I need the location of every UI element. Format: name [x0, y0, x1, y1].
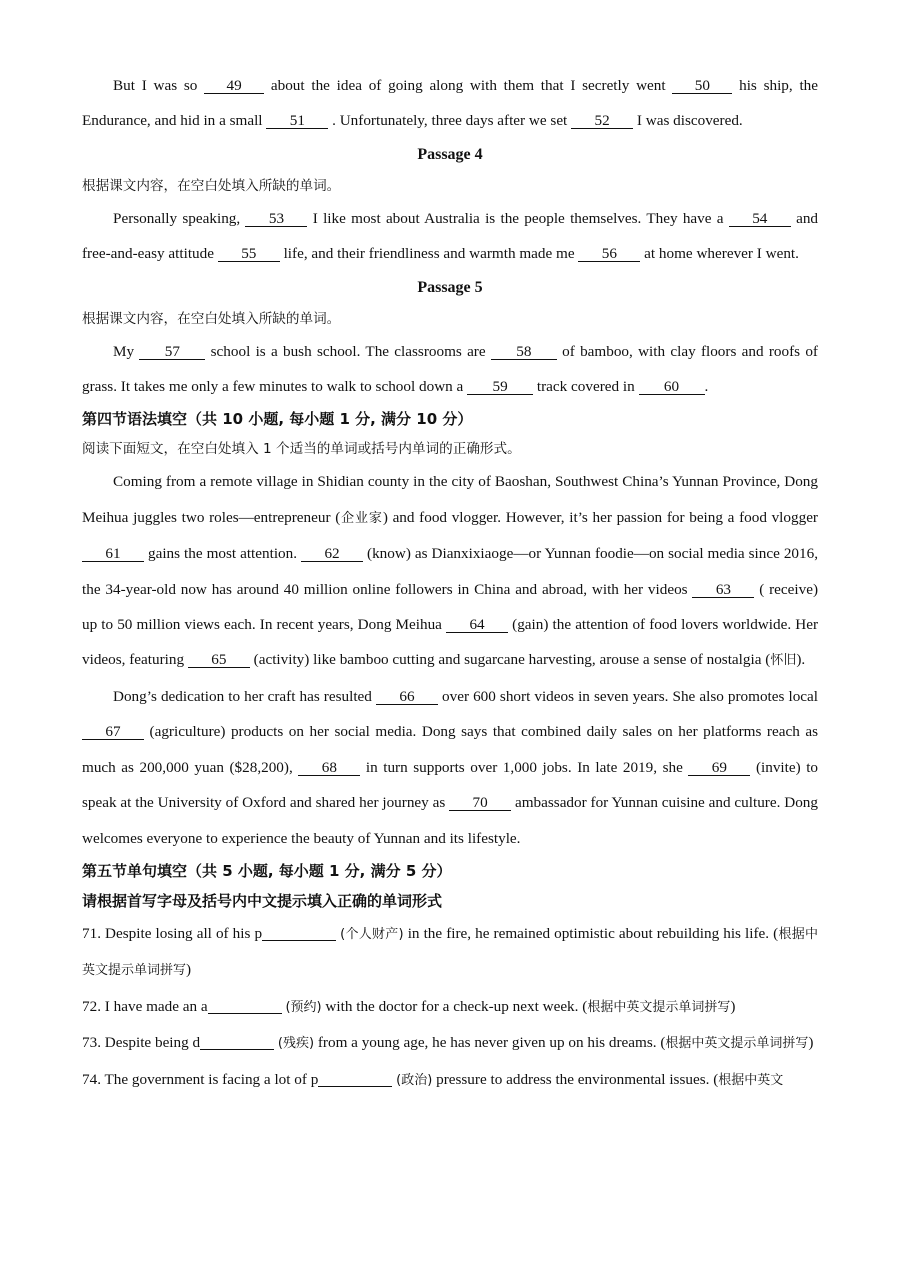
text: I like most about Australia is the people themselves. They have a [307, 209, 729, 227]
text: in turn supports over 1,000 jobs. In late 2019, she [360, 758, 689, 776]
blank-72[interactable] [208, 1000, 282, 1014]
text: Dong’s dedication to her craft has resulted [113, 687, 376, 705]
text: ) [808, 1034, 814, 1052]
text: with the doctor for a check-up next week. ( [321, 997, 588, 1015]
hint-cn: (残疾) [277, 1036, 315, 1052]
hint-cn: (个人财产) [340, 926, 404, 942]
blank-55[interactable]: 55 [218, 246, 280, 262]
text: track covered in [533, 378, 639, 396]
text: ) [186, 961, 192, 979]
text: of bamboo, with clay floors and roofs of grass. It takes me only a few minutes to walk to school down a [82, 342, 818, 396]
blank-57[interactable]: 57 [139, 344, 205, 360]
passage5-title: Passage 5 [417, 278, 483, 296]
text: and free-and-easy attitude [82, 209, 819, 263]
blank-69[interactable]: 69 [688, 760, 750, 776]
passage4-body [82, 201, 818, 272]
section4-instruction: 阅读下面短文，在空白处填入 1 个适当的单词或括号内单词的正确形式。 [82, 441, 521, 458]
text: ambassador for Yunnan cuisine and culture. Dong welcomes everyone to experience the beauty of Yunnan and its lifestyle. [82, 794, 818, 847]
blank-64[interactable]: 64 [446, 617, 508, 633]
question-72 [82, 989, 818, 1025]
text: 72. I have made an a [82, 997, 208, 1015]
blank-54[interactable]: 54 [729, 211, 791, 227]
blank-52[interactable]: 52 [571, 113, 633, 129]
text: his ship, the Endurance, and hid in a small [82, 77, 818, 130]
passage3-tail [82, 68, 818, 139]
hint-cn: 根据中英文提示单词拼写 [665, 1036, 809, 1052]
blank-58[interactable]: 58 [491, 344, 557, 360]
text: 74. The government is facing a lot of p [82, 1070, 319, 1088]
text-cn: 企业家 [340, 510, 383, 526]
text: ( receive) up to 50 million views each. In recent years, Dong Meihua [82, 580, 819, 634]
section5-title: 第五节单句填空（共 5 小题, 每小题 1 分, 满分 5 分） [82, 861, 452, 880]
text: . Unfortunately, three days after we set [328, 112, 572, 130]
hint-cn: (预约) [285, 999, 322, 1015]
blank-49[interactable]: 49 [204, 78, 264, 94]
text: school is a bush school. The classrooms are [205, 342, 491, 360]
blank-68[interactable]: 68 [298, 760, 360, 776]
text: pressure to address the environmental issues. ( [432, 1070, 719, 1088]
text: gains the most attention. [144, 545, 302, 563]
text: (activity) like bamboo cutting and sugarcane harvesting, arouse a sense of nostalgia ( [249, 651, 771, 669]
blank-74[interactable] [318, 1073, 392, 1087]
text: (know) as Dianxixiaoge—or Yunnan foodie—on social media since 2016, the 34-year-old now has around 40 million online followers in China and abroad, with her videos [82, 545, 819, 598]
section5-instruction: 请根据首写字母及括号内中文提示填入正确的单词形式 [82, 891, 443, 910]
text: at home wherever I went. [640, 245, 799, 263]
blank-67[interactable]: 67 [82, 724, 144, 740]
blank-56[interactable]: 56 [578, 246, 640, 262]
question-71 [82, 916, 818, 989]
passage4-title: Passage 4 [417, 145, 483, 163]
blank-62[interactable]: 62 [301, 546, 363, 562]
passage5-instruction: 根据课文内容，在空白处填入所缺的单词。 [82, 310, 341, 327]
section4-paragraph-1 [82, 464, 818, 678]
section4-title: 第四节语法填空（共 10 小题, 每小题 1 分, 满分 10 分） [82, 410, 473, 429]
text: ) and food vlogger. However, it’s her passion for being a food vlogger [382, 508, 818, 526]
passage4-instruction: 根据课文内容，在空白处填入所缺的单词。 [82, 177, 341, 194]
hint-cn: 根据中英文提示单词拼写 [587, 999, 731, 1015]
text: Personally speaking, [113, 209, 246, 227]
blank-63[interactable]: 63 [692, 582, 754, 598]
text: life, and their friendliness and warmth made me [279, 245, 579, 263]
text: Coming from a remote village in Shidian county in the city of Baoshan, Southwest China’s Yunnan Province, Dong Meihua juggles two roles—entrepreneur ( [82, 473, 818, 526]
hint-cn: 根据中英文提示单词拼写 [82, 926, 818, 979]
text: about the idea of going along with them that I secretly went [264, 77, 673, 94]
worksheet-page [82, 68, 818, 1098]
question-74 [82, 1062, 818, 1098]
blank-66[interactable]: 66 [376, 689, 438, 705]
text: ). [796, 651, 806, 669]
blank-73[interactable] [200, 1036, 274, 1050]
blank-71[interactable] [262, 927, 336, 941]
text: I was discovered. [633, 112, 743, 130]
text: But I was so [113, 77, 205, 94]
text: (invite) to speak at the University of Oxford and shared her journey as [82, 758, 819, 812]
text: ) [730, 997, 736, 1015]
blank-65[interactable]: 65 [188, 652, 250, 668]
section4-paragraph-2 [82, 679, 818, 856]
text: in the fire, he remained optimistic about rebuilding his life. ( [403, 924, 779, 942]
hint-cn: (政治) [396, 1072, 433, 1088]
text: 73. Despite being d [82, 1034, 201, 1052]
text: from a young age, he has never given up on his dreams. ( [314, 1034, 666, 1052]
blank-61[interactable]: 61 [82, 546, 144, 562]
blank-70[interactable]: 70 [449, 795, 511, 811]
text: . [704, 378, 709, 396]
blank-50[interactable]: 50 [672, 78, 732, 94]
blank-51[interactable]: 51 [266, 113, 328, 129]
blank-60[interactable]: 60 [639, 379, 705, 395]
text: (gain) the attention of food lovers worldwide. Her videos, featuring [82, 616, 818, 669]
text: over 600 short videos in seven years. She also promotes local [437, 687, 818, 705]
text: (agriculture) products on her social media. Dong says that combined daily sales on her platforms reach as much as 200,000 yuan ($28,200), [82, 723, 818, 776]
blank-53[interactable]: 53 [245, 211, 307, 227]
text: 71. Despite losing all of his p [82, 924, 263, 942]
passage5-body [82, 334, 818, 405]
question-73 [82, 1025, 818, 1061]
hint-cn: 根据中英文 [718, 1072, 784, 1088]
blank-59[interactable]: 59 [467, 379, 533, 395]
text: My [113, 342, 140, 360]
text-cn: 怀旧 [770, 653, 797, 669]
